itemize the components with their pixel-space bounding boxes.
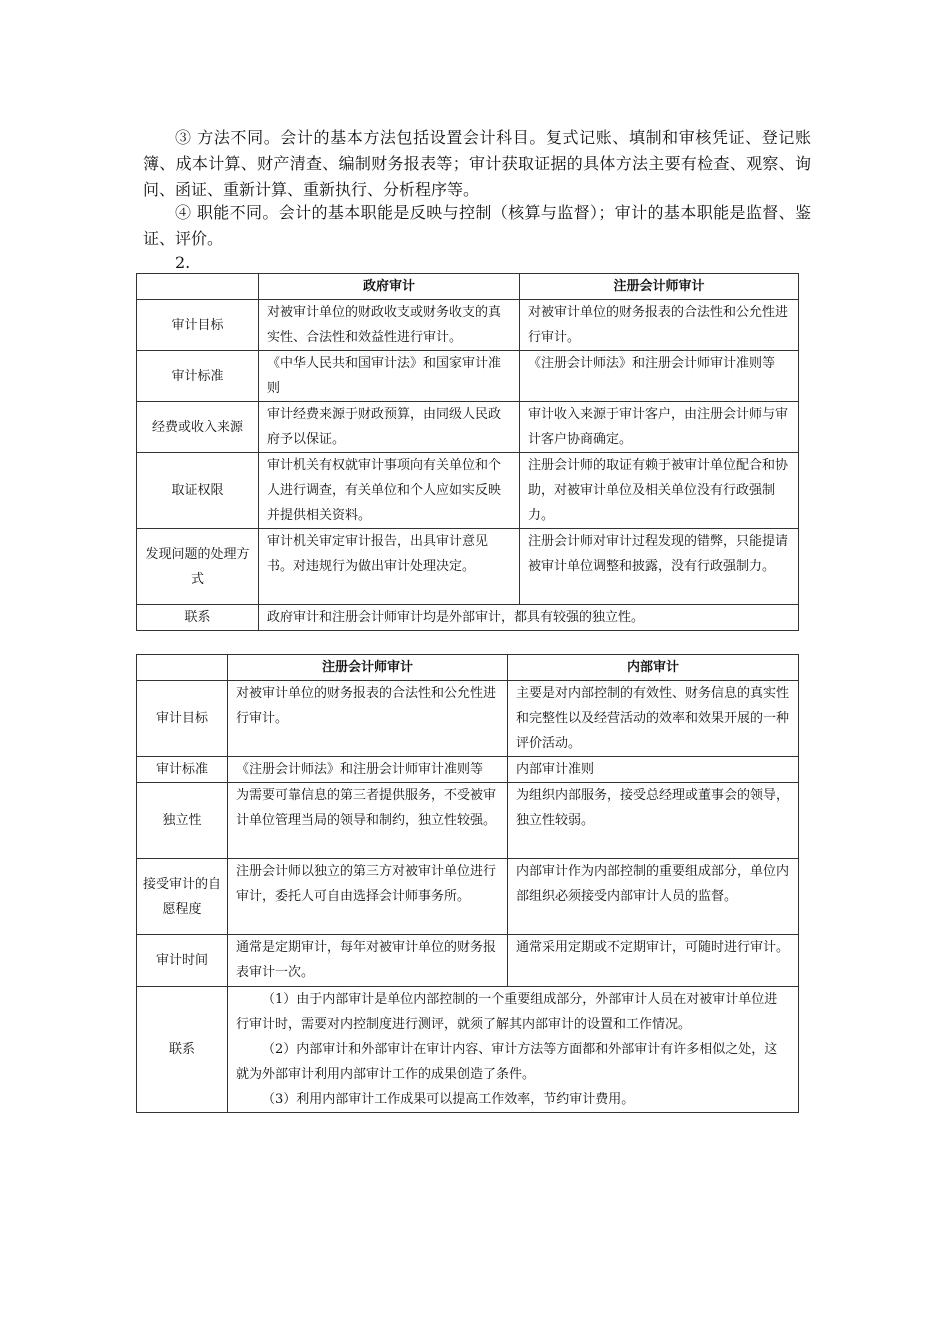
cell-government: 审计机关有权就审计事项向有关单位和个人进行调查，有关单位和个人应如实反映并提供相关资料。: [259, 453, 520, 529]
cell-cpa: 通常是定期审计，每年对被审计单位的财务报表审计一次。: [228, 935, 508, 987]
table-row: [137, 453, 799, 529]
header-government-audit: 政府审计: [259, 274, 520, 300]
cell-cpa: 注册会计师对审计过程发现的错弊，只能提请被审计单位调整和披露，没有行政强制力。: [520, 529, 799, 605]
table-row: [137, 351, 799, 402]
cell-cpa: 《注册会计师法》和注册会计师审计准则等: [228, 757, 508, 783]
header-cpa-audit: 注册会计师审计: [228, 655, 508, 681]
cell-government: 审计经费来源于财政预算，由同级人民政府予以保证。: [259, 402, 520, 453]
table-row-relation: [137, 987, 799, 1113]
cell-government: 《中华人民共和国审计法》和国家审计准则: [259, 351, 520, 402]
cell-cpa: 注册会计师的取证有赖于被审计单位配合和协助，对被审计单位及相关单位没有行政强制力。: [520, 453, 799, 529]
row-label: 审计标准: [137, 351, 259, 402]
row-label: 审计时间: [137, 935, 228, 987]
cell-government: 审计机关审定审计报告，出具审计意见书。对违规行为做出审计处理决定。: [259, 529, 520, 605]
table-row: [137, 859, 799, 935]
table-row: [137, 300, 799, 351]
row-label: 取证权限: [137, 453, 259, 529]
cell-cpa: 审计收入来源于审计客户，由注册会计师与审计客户协商确定。: [520, 402, 799, 453]
relation-point-2: （2）内部审计和外部审计在审计内容、审计方法等方面都和外部审计有许多相似之处，这就为外部审计利用内部审计工作的成果创造了条件。: [236, 1042, 778, 1082]
table-row: [137, 681, 799, 757]
row-label: 发现问题的处理方式: [137, 529, 259, 605]
cell-cpa: 为需要可靠信息的第三者提供服务，不受被审计单位管理当局的领导和制约，独立性较强。: [228, 783, 508, 859]
row-label: 接受审计的自愿程度: [137, 859, 228, 935]
header-empty: [137, 274, 259, 300]
row-label: 经费或收入来源: [137, 402, 259, 453]
row-label: 联系: [137, 987, 228, 1113]
header-cpa-audit: 注册会计师审计: [520, 274, 799, 300]
row-label: 审计目标: [137, 300, 259, 351]
paragraph-function-difference: ④ 职能不同。会计的基本职能是反映与控制（核算与监督）；审计的基本职能是监督、鉴证、评价。: [143, 203, 811, 248]
cell-internal: 主要是对内部控制的有效性、财务信息的真实性和完整性以及经营活动的效率和效果开展的一种评价活动。: [508, 681, 799, 757]
table-row: [137, 402, 799, 453]
table-header-row: [137, 274, 799, 300]
cell-internal: 为组织内部服务，接受总经理或董事会的领导，独立性较弱。: [508, 783, 799, 859]
table-government-vs-cpa: [136, 273, 799, 631]
row-label: 审计标准: [137, 757, 228, 783]
header-empty: [137, 655, 228, 681]
cell-cpa: 对被审计单位的财务报表的合法性和公允性进行审计。: [520, 300, 799, 351]
row-label: 联系: [137, 605, 259, 631]
cell-relation: [228, 987, 799, 1113]
cell-cpa: 注册会计师以独立的第三方对被审计单位进行审计，委托人可自由选择会计师事务所。: [228, 859, 508, 935]
table-row: [137, 757, 799, 783]
relation-point-3: （3）利用内部审计工作成果可以提高工作效率，节约审计费用。: [262, 1092, 635, 1107]
table-row-relation: [137, 605, 799, 631]
cell-internal: 内部审计准则: [508, 757, 799, 783]
cell-cpa: 《注册会计师法》和注册会计师审计准则等: [520, 351, 799, 402]
table-header-row: [137, 655, 799, 681]
cell-government: 对被审计单位的财政收支或财务收支的真实性、合法性和效益性进行审计。: [259, 300, 520, 351]
cell-cpa: 对被审计单位的财务报表的合法性和公允性进行审计。: [228, 681, 508, 757]
table-cpa-vs-internal: [136, 654, 799, 1113]
table-row: [137, 529, 799, 605]
cell-internal: 通常采用定期或不定期审计，可随时进行审计。: [508, 935, 799, 987]
cell-relation: 政府审计和注册会计师审计均是外部审计，都具有较强的独立性。: [259, 605, 799, 631]
header-internal-audit: 内部审计: [508, 655, 799, 681]
relation-point-1: （1）由于内部审计是单位内部控制的一个重要组成部分，外部审计人员在对被审计单位进行审计时，需要对内控制度进行测评，就须了解其内部审计的设置和工作情况。: [236, 992, 778, 1032]
cell-internal: 内部审计作为内部控制的重要组成部分，单位内部组织必须接受内部审计人员的监督。: [508, 859, 799, 935]
table-row: [137, 783, 799, 859]
row-label: 审计目标: [137, 681, 228, 757]
row-label: 独立性: [137, 783, 228, 859]
paragraph-method-difference: ③ 方法不同。会计的基本方法包括设置会计科目。复式记账、填制和审核凭证、登记账簿、成本计算、财产清查、编制财务报表等；审计获取证据的具体方法主要有检查、观察、询问、函证、重新计算、重新执行、分析程序等。: [143, 128, 811, 199]
table-row: [137, 935, 799, 987]
paragraph-item-2: 2.: [175, 253, 191, 272]
